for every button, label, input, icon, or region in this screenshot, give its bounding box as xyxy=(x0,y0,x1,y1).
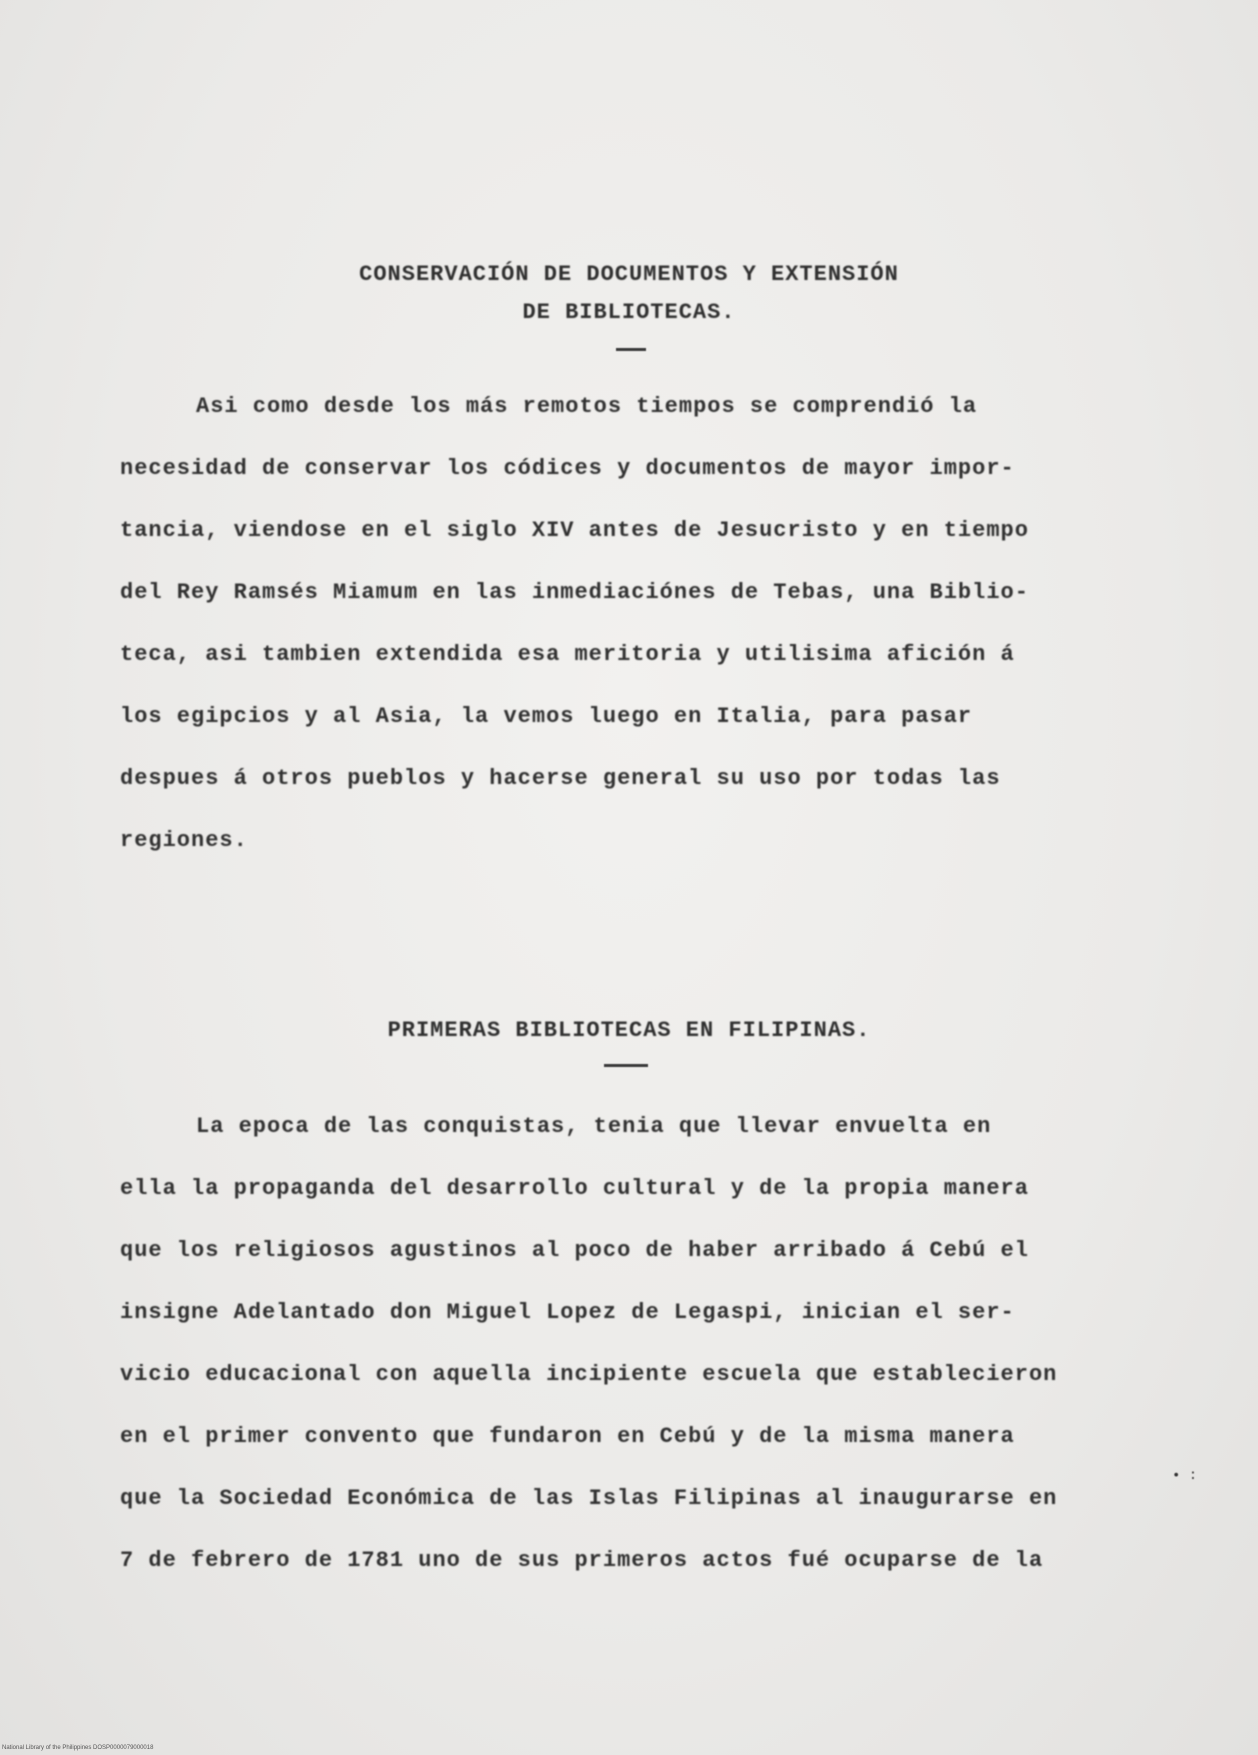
section2-title-rule xyxy=(604,1064,648,1067)
section1-line-7: despues á otros pueblos y hacerse general su uso por todas las xyxy=(120,766,1001,791)
section2-line-3: que los religiosos agustinos al poco de haber arribado á Cebú el xyxy=(120,1238,1029,1263)
section2-line-5: vicio educacional con aquella incipiente escuela que establecieron xyxy=(120,1362,1058,1387)
section2-line-2: ella la propaganda del desarrollo cultural y de la propia manera xyxy=(120,1176,1029,1201)
section2-title: PRIMERAS BIBLIOTECAS EN FILIPINAS. xyxy=(387,1018,871,1043)
section2-line-4: insigne Adelantado don Miguel Lopez de Legaspi, inician el ser- xyxy=(120,1300,1015,1325)
section1-title-line1: CONSERVACIÓN DE DOCUMENTOS Y EXTENSIÓN xyxy=(359,262,899,287)
section2-line-8: 7 de febrero de 1781 uno de sus primeros actos fué ocuparse de la xyxy=(120,1548,1044,1573)
section1-line-8: regiones. xyxy=(120,828,248,853)
section1-line-6: los egipcios y al Asia, la vemos luego en Italia, para pasar xyxy=(120,704,973,729)
section1-line-1: Asi como desde los más remotos tiempos se comprendió la xyxy=(196,394,978,419)
section1-line-3: tancia, viendose en el siglo XIV antes de Jesucristo y en tiempo xyxy=(120,518,1029,543)
section2-line-7: que la Sociedad Económica de las Islas Filipinas al inaugurarse en xyxy=(120,1486,1058,1511)
section2-line-1: La epoca de las conquistas, tenia que llevar envuelta en xyxy=(196,1114,992,1139)
scan-footer: National Library of the Philippines DOSP0000079000018 xyxy=(2,1745,154,1751)
section2-line-6: en el primer convento que fundaron en Cebú y de la misma manera xyxy=(120,1424,1015,1449)
section1-line-5: teca, asi tambien extendida esa meritoria y utilisima afición á xyxy=(120,642,1015,667)
section1-line-4: del Rey Ramsés Miamum en las inmediaciónes de Tebas, una Biblio- xyxy=(120,580,1029,605)
stray-marks: • : xyxy=(1172,1468,1198,1484)
section1-title-rule xyxy=(616,348,646,351)
section1-title-line2: DE BIBLIOTECAS. xyxy=(522,300,736,325)
section1-line-2: necesidad de conservar los códices y documentos de mayor impor- xyxy=(120,456,1015,481)
